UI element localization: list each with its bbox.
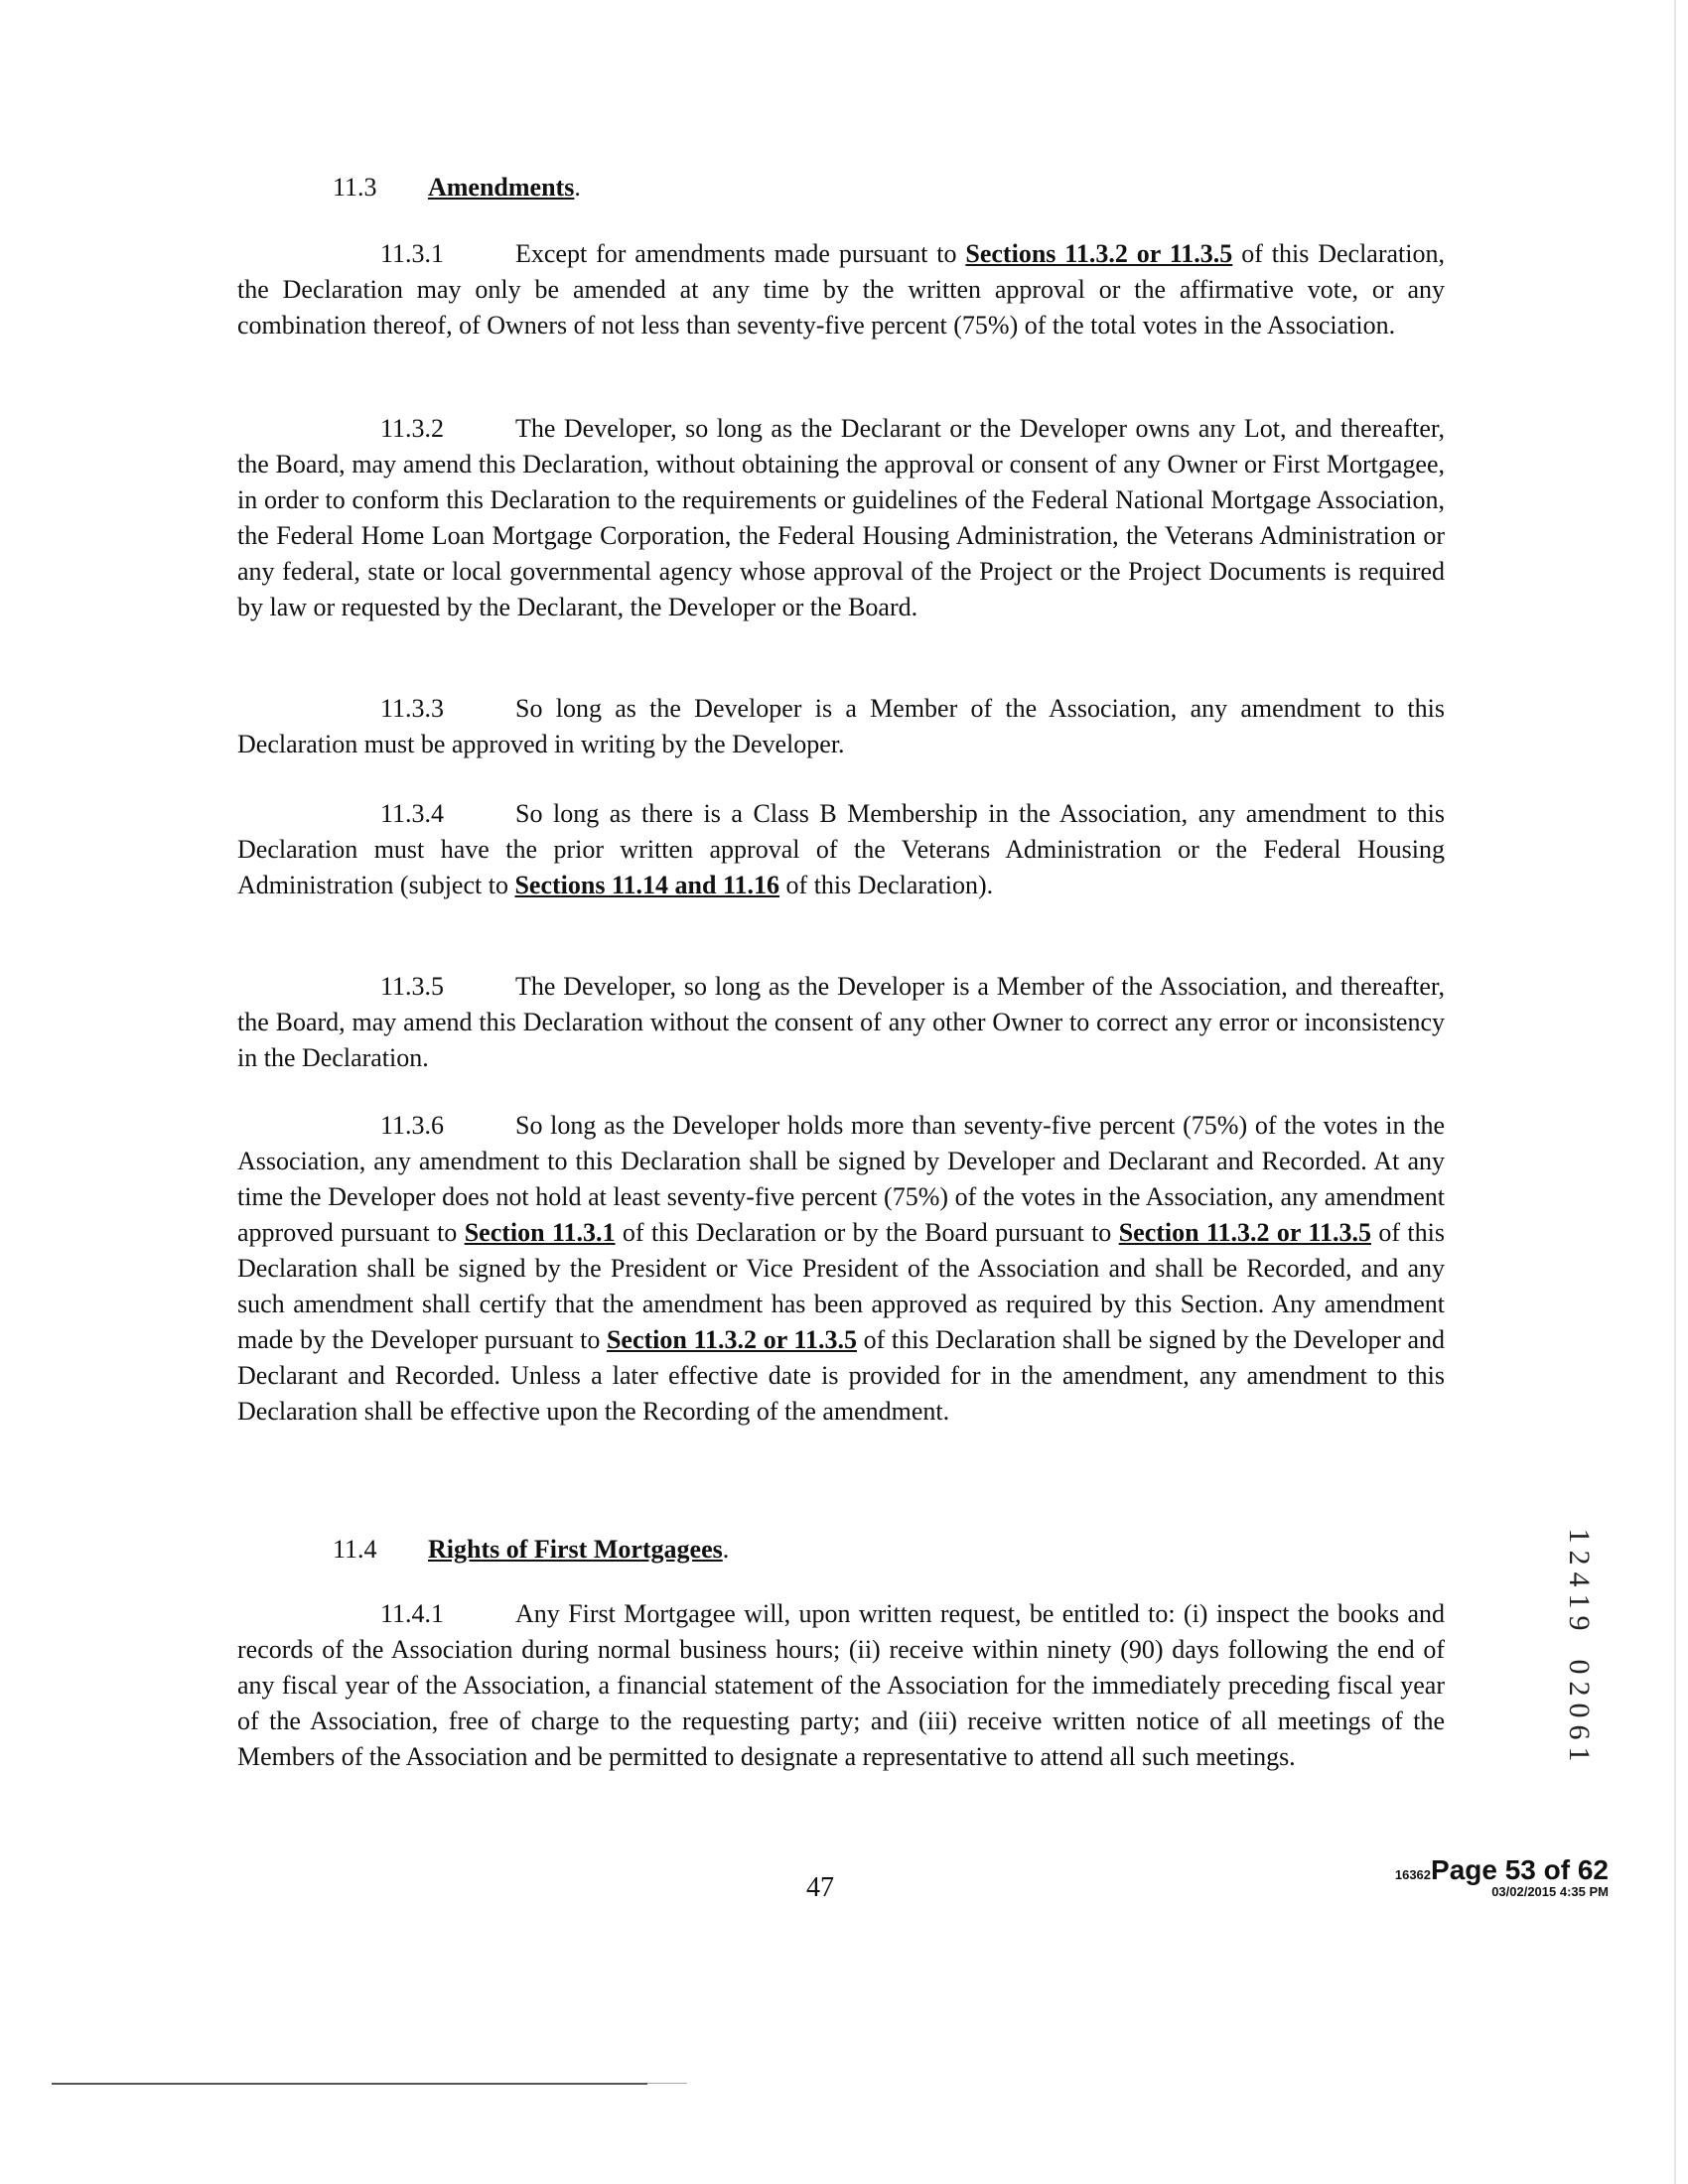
recording-timestamp: 03/02/2015 4:35 PM <box>1491 1884 1609 1899</box>
section-reference: Sections 11.14 and 11.16 <box>514 871 780 899</box>
recording-digit: 0 <box>1563 1659 1596 1675</box>
section-title: Rights of First Mortgagees <box>428 1535 723 1564</box>
page-of-count: Page 53 of 62 <box>1431 1854 1609 1885</box>
paragraph-11-4-1 <box>237 1596 1445 1775</box>
paragraph-number: 11.3.6 <box>380 1111 445 1140</box>
paragraph-text: The Developer, so long as the Developer is a Member of the Association, and thereafter, the Board, may amend this Declaration without the consent of any other Owner to correct any error or inconsistency in the Declaration. <box>237 972 1445 1072</box>
paragraph-text: of this Declaration shall be signed by the Developer and Declarant and Recorded. Unless a later effective date is provided for in the amendment, any amendment to this Declaration shall be effective upon the Recording of the amendment. <box>237 1325 1445 1426</box>
section-title-period: . <box>722 1535 730 1564</box>
paragraph-text: The Developer, so long as the Declarant or the Developer owns any Lot, and thereafter, the Board, may amend this Declaration, without obtaining the approval or consent of any Owner or First Mortgagee, in order to conform this Declaration to the requirements or guidelines of the Federal National Mortgage Association, the Federal Home Loan Mortgage Corporation, the Federal Housing Administration, the Veterans Administration or any federal, state or local governmental agency whose approval of the Project or the Project Documents is required by law or requested by the Declarant, the Developer or the Board. <box>237 414 1445 621</box>
section-reference: Section 11.3.2 or 11.3.5 <box>1118 1218 1371 1247</box>
paragraph-11-3-1 <box>237 236 1445 343</box>
recording-digit: 4 <box>1563 1571 1596 1587</box>
paragraph-11-3-2 <box>237 411 1445 625</box>
recording-digit: 2 <box>1563 1681 1596 1697</box>
recording-digit: 6 <box>1563 1724 1596 1740</box>
paragraph-text: So long as the Developer is a Member of the Association, any amendment to this Declaration must be approved in writing by the Developer. <box>237 694 1445 758</box>
paragraph-text: So long as the Developer holds more than seventy-five percent (75%) of the votes in the Association, any amendment to this Declaration shall be signed by Developer and Declarant and Recorded. At any time the Developer does not hold at least seventy-five percent (75%) of the votes in the Association, any amendment approved pursuant to <box>237 1111 1445 1247</box>
recording-digit: 0 <box>1563 1703 1596 1718</box>
section-reference: Section 11.3.1 <box>464 1218 616 1247</box>
recording-stamp <box>1395 1854 1609 1899</box>
paragraph-text: So long as there is a Class B Membership in the Association, any amendment to this Declaration must have the prior written approval of the Veterans Administration or the Federal Housing Administration (subject to <box>237 799 1445 899</box>
paragraph-text: of this Declaration shall be signed by the President or Vice President of the Association and shall be Recorded, and any such amendment shall certify that the amendment has been approved as required by this Section. Any amendment made by the Developer pursuant to <box>237 1218 1445 1354</box>
section-reference: Section 11.3.2 or 11.3.5 <box>606 1325 857 1354</box>
paragraph-number: 11.3.3 <box>380 694 445 723</box>
paragraph-11-3-6 <box>237 1108 1445 1430</box>
paragraph-text: of this Declaration or by the Board pursuant to <box>615 1218 1119 1247</box>
recording-digit: 9 <box>1563 1615 1596 1631</box>
scan-artifact-line <box>647 2083 687 2084</box>
scan-artifact-line <box>52 2083 647 2085</box>
recording-digit: 2 <box>1563 1550 1596 1566</box>
paragraph-number: 11.4.1 <box>380 1599 445 1628</box>
paragraph-11-3-3 <box>237 691 1445 762</box>
section-heading-11-4 <box>333 1533 729 1567</box>
recording-digit: 1 <box>1563 1593 1596 1609</box>
page-edge <box>1674 0 1676 2184</box>
paragraph-11-3-4 <box>237 796 1445 903</box>
section-heading-11-3 <box>333 171 581 205</box>
paragraph-text: of this Declaration). <box>779 871 994 899</box>
section-number: 11.3 <box>333 173 377 202</box>
paragraph-number: 11.3.5 <box>380 972 445 1001</box>
paragraph-number: 11.3.1 <box>380 239 445 268</box>
page-number: 47 <box>806 1872 834 1903</box>
document-number: 16362 <box>1394 1867 1432 1882</box>
paragraph-11-3-5 <box>237 969 1445 1076</box>
section-number: 11.4 <box>333 1535 377 1564</box>
section-title: Amendments <box>428 173 575 202</box>
paragraph-text: of this Declaration, the Declaration may only be amended at any time by the written approval or the affirmative vote, or any combination thereof, of Owners of not less than seventy-five percent (75%) of the total votes in the Association. <box>237 239 1445 340</box>
section-reference: Sections 11.3.2 or 11.3.5 <box>965 239 1233 268</box>
recording-digit: 1 <box>1563 1746 1596 1762</box>
paragraph-number: 11.3.4 <box>380 799 445 828</box>
margin-recording-number <box>1563 1525 1596 1765</box>
paragraph-text: Except for amendments made pursuant to <box>515 239 966 268</box>
section-title-period: . <box>574 173 581 202</box>
paragraph-text: Any First Mortgagee will, upon written request, be entitled to: (i) inspect the books and records of the Association during normal business hours; (ii) receive within ninety (90) days following the end of any fiscal year of the Association, a financial statement of the Association for the immediately preceding fiscal year of the Association, free of charge to the requesting party; and (iii) receive written notice of all meetings of the Members of the Association and be permitted to designate a representative to attend all such meetings. <box>237 1599 1445 1771</box>
recording-digit: 1 <box>1563 1528 1596 1544</box>
paragraph-number: 11.3.2 <box>380 414 445 443</box>
